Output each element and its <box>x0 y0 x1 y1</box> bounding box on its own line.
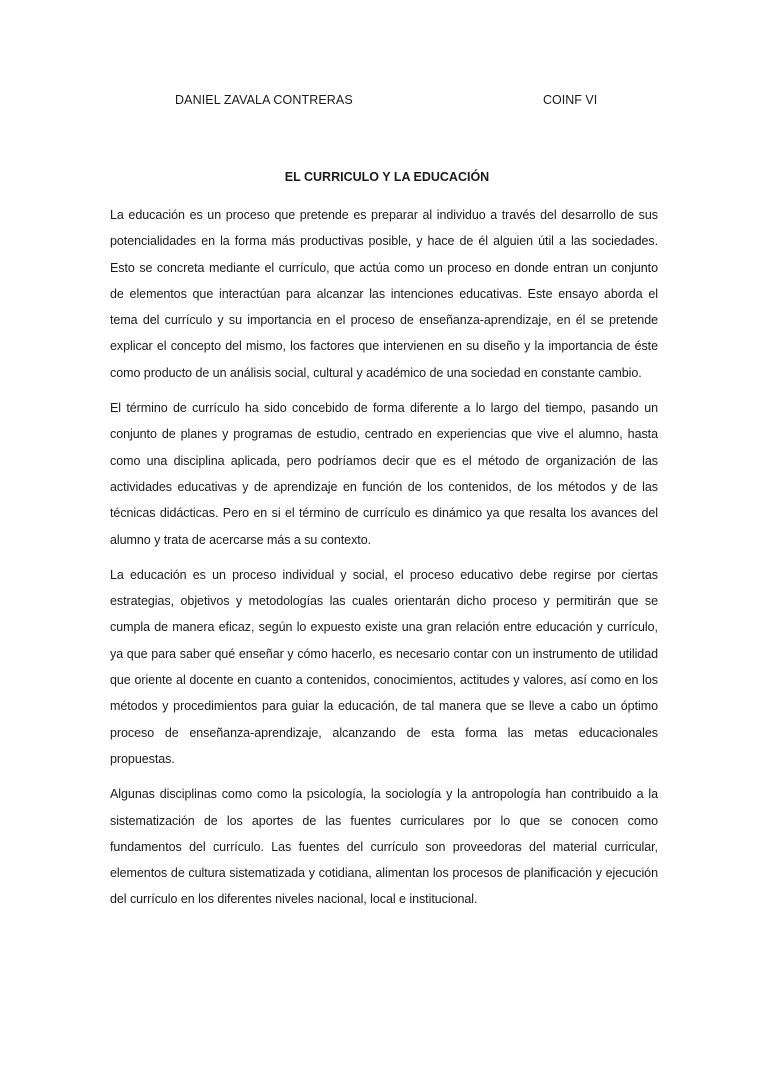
paragraph-2: El término de currículo ha sido concebido de forma diferente a lo largo del tiempo, pasando un conjunto de planes y programas de estudio, centrado en experiencias que vive el alumno, hasta como una disciplina aplicada, pero podríamos decir que es el método de organización de las actividades educativas y de aprendizaje en función de los contenidos, de los métodos y de las técnicas didácticas. Pero en si el término de currículo es dinámico ya que resalta los avances del alumno y trata de acercarse más a su contexto. <box>110 401 658 547</box>
author-name: DANIEL ZAVALA CONTRERAS <box>175 93 353 107</box>
document-title: EL CURRICULO Y LA EDUCACIÓN <box>284 170 490 184</box>
paragraph-4: Algunas disciplinas como como la psicología, la sociología y la antropología han contribuido a la sistematización de los aportes de las fuentes curriculares por lo que se conocen como fundamentos del currículo. Las fuentes del currículo son proveedoras del material curricular, elementos de cultura sistematizada y cotidiana, alimentan los procesos de planificación y ejecución del currículo en los diferentes niveles nacional, local e institucional. <box>110 787 658 907</box>
document-body <box>110 202 658 922</box>
group-code: COINF VI <box>543 93 598 107</box>
paragraph-3: La educación es un proceso individual y social, el proceso educativo debe regirse por ciertas estrategias, objetivos y metodologías las cuales orientarán dicho proceso y permitirán que se cumpla de manera eficaz, según lo expuesto existe una gran relación entre educación y currículo, ya que para saber qué enseñar y cómo hacerlo, es necesario contar con un instrumento de utilidad que oriente al docente en cuanto a contenidos, conocimientos, actitudes y valores, así como en los métodos y procedimientos para guiar la educación, de tal manera que se lleve a cabo un óptimo proceso de enseñanza-aprendizaje, alcanzando de esta forma las metas educacionales propuestas. <box>110 567 658 766</box>
paragraph-1: La educación es un proceso que pretende es preparar al individuo a través del desarrollo de sus potencialidades en la forma más productivas posible, y hace de él alguien útil a las sociedades. Esto se concreta mediante el currículo, que actúa como un proceso en donde entran un conjunto de elementos que interactúan para alcanzar las intenciones educativas. Este ensayo aborda el tema del currículo y su importancia en el proceso de enseñanza-aprendizaje, en él se pretende explicar el concepto del mismo, los factores que intervienen en su diseño y la importancia de éste como producto de un análisis social, cultural y académico de una sociedad en constante cambio. <box>110 208 658 380</box>
